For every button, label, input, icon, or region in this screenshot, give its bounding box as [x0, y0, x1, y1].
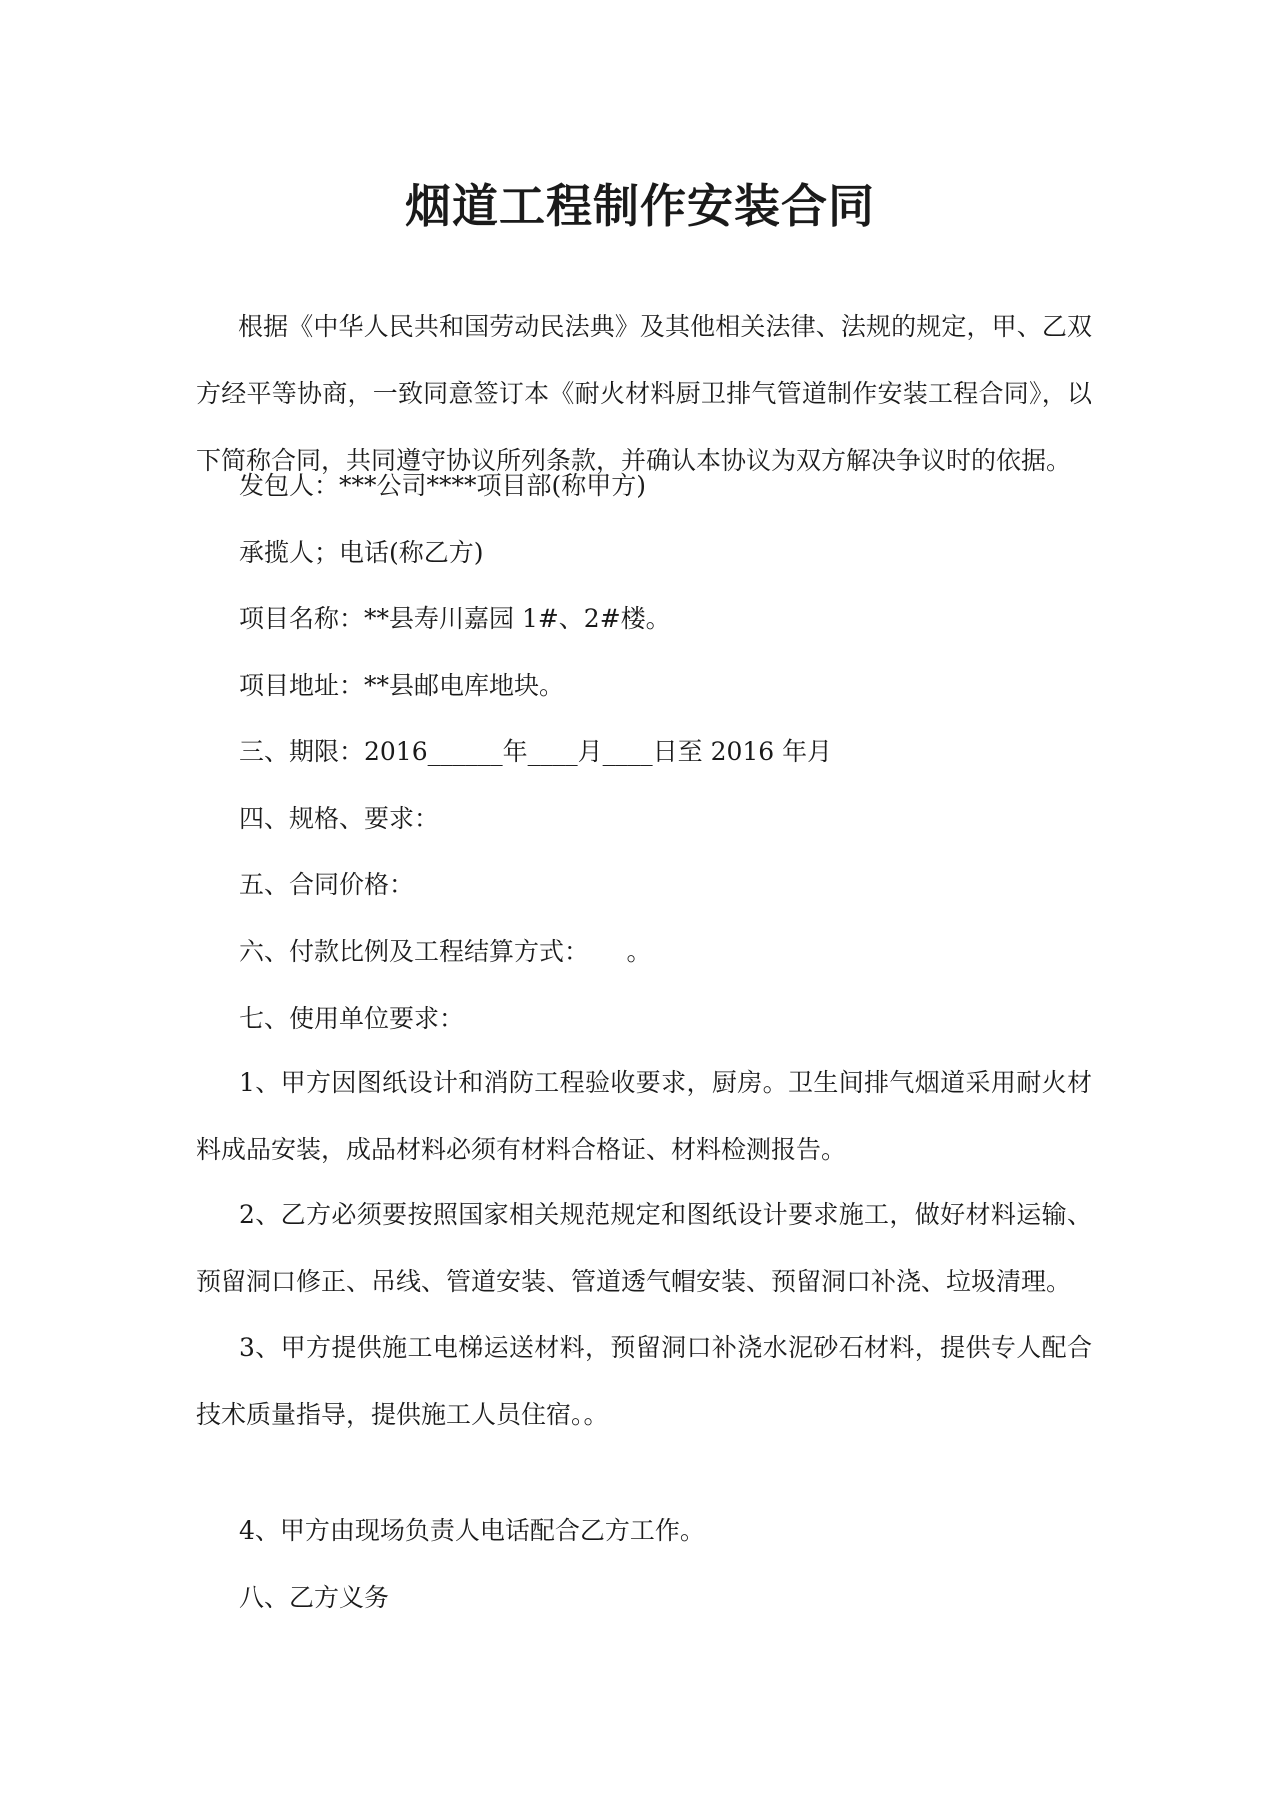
requirement-4: 4、甲方由现场负责人电话配合乙方工作。	[239, 1516, 705, 1545]
contractor-line: 承揽人；电话(称乙方)	[239, 538, 484, 567]
term-line: 三、期限：2016______年____月____日至 2016 年月	[239, 737, 833, 766]
employer-line: 发包人：***公司****项目部(称甲方)	[239, 471, 647, 500]
requirements-heading: 七、使用单位要求：	[239, 1004, 465, 1033]
project-address-line: 项目地址：**县邮电库地块。	[239, 671, 565, 700]
document-title: 烟道工程制作安装合同	[405, 179, 875, 233]
intro-paragraph: 根据《中华人民共和国劳动民法典》及其他相关法律、法规的规定，甲、乙双方经平等协商，一致同意签订本《耐火材料厨卫排气管道制作安装工程合同》，以下简称合同，共同遵守协议所列条款，并确认本协议为双方解决争议时的依据。	[196, 312, 1092, 475]
project-name-line: 项目名称：**县寿川嘉园 1#、2#楼。	[239, 604, 671, 633]
spec-line: 四、规格、要求：	[239, 804, 440, 833]
price-line: 五、合同价格：	[239, 870, 415, 899]
obligations-heading: 八、乙方义务	[239, 1583, 390, 1612]
requirement-2: 2、乙方必须要按照国家相关规范规定和图纸设计要求施工，做好材料运输、预留洞口修正、吊线、管道安装、管道透气帽安装、预留洞口补浇、垃圾清理。	[196, 1200, 1092, 1296]
payment-line: 六、付款比例及工程结算方式： 。	[239, 937, 652, 966]
requirement-1: 1、甲方因图纸设计和消防工程验收要求，厨房。卫生间排气烟道采用耐火材料成品安装，成品材料必须有材料合格证、材料检测报告。	[196, 1068, 1092, 1164]
requirement-3: 3、甲方提供施工电梯运送材料，预留洞口补浇水泥砂石材料，提供专人配合技术质量指导，提供施工人员住宿。。	[196, 1333, 1092, 1429]
